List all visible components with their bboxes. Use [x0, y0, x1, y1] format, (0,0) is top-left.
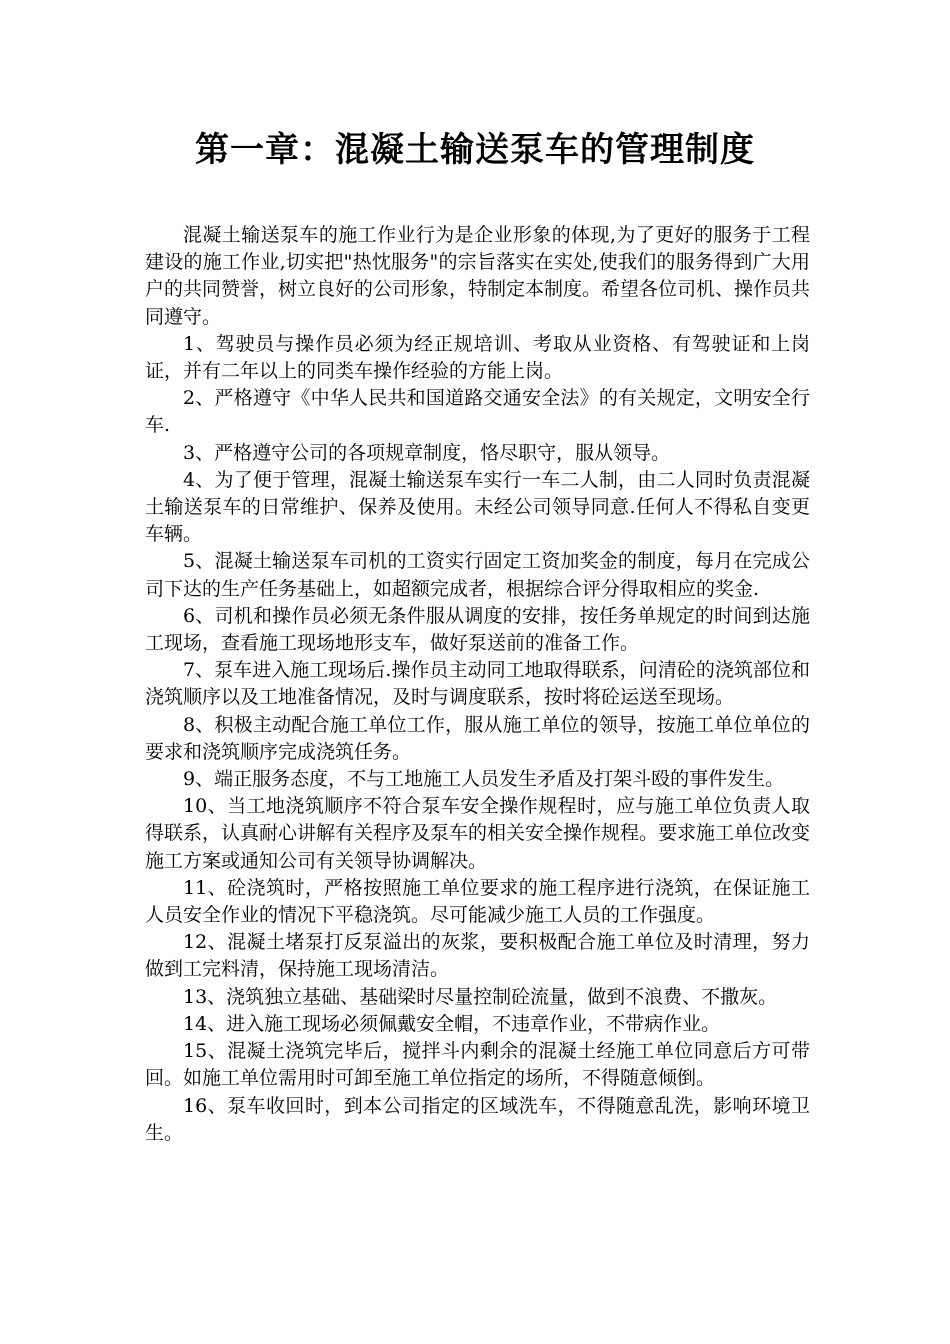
rule-6: 6、司机和操作员必须无条件服从调度的安排，按任务单规定的时间到达施工现场，查看施工现场地形支车，做好泵送前的准备工作。 [145, 604, 810, 655]
document-body [145, 222, 810, 1147]
rule-15: 15、混凝土浇筑完毕后，搅拌斗内剩余的混凝土经施工单位同意后方可带回。如施工单位需用时可卸至施工单位指定的场所，不得随意倾倒。 [145, 1040, 810, 1090]
rule-10: 10、当工地浇筑顺序不符合泵车安全操作规程时，应与施工单位负责人取得联系，认真耐心讲解有关程序及泵车的相关安全操作规程。要求施工单位改变施工方案或通知公司有关领导协调解决。 [145, 795, 811, 872]
rule-3: 3、严格遵守公司的各项规章制度，恪尽职守，服从领导。 [183, 441, 671, 464]
rule-14: 14、进入施工现场必须佩戴安全帽，不违章作业，不带病作业。 [183, 1012, 721, 1035]
rule-12: 12、混凝土堵泵打反泵溢出的灰浆，要积极配合施工单位及时清理，努力做到工完料清，保持施工现场清洁。 [145, 931, 810, 981]
intro-paragraph: 混凝土输送泵车的施工作业行为是企业形象的体现,为了更好的服务于工程建设的施工作业,切实把"热忱服务"的宗旨落实在实处,使我们的服务得到广大用户的共同赞誉，树立良好的公司形象，特制定本制度。希望各位司机、操作员共同遵守。 [145, 224, 811, 328]
rule-8: 8、积极主动配合施工单位工作，服从施工单位的领导，按施工单位单位的要求和浇筑顺序完成浇筑任务。 [145, 713, 810, 763]
page-title: 第一章：混凝土输送泵车的管理制度 [195, 130, 755, 170]
rule-9: 9、端正服务态度，不与工地施工人员发生矛盾及打架斗殴的事件发生。 [183, 768, 785, 791]
rule-7: 7、泵车进入施工现场后.操作员主动同工地取得联系，问清砼的浇筑部位和浇筑顺序以及工地准备情况，及时与调度联系，按时将砼运送至现场。 [145, 659, 810, 709]
rule-13: 13、浇筑独立基础、基础梁时尽量控制砼流量，做到不浪费、不撒灰。 [183, 985, 778, 1008]
rule-16: 16、泵车收回时，到本公司指定的区域洗车，不得随意乱洗，影响环境卫生。 [145, 1094, 810, 1144]
rule-2: 2、严格遵守《中华人民共和国道路交通安全法》的有关规定，文明安全行车. [145, 387, 810, 437]
rule-5: 5、混凝土输送泵车司机的工资实行固定工资加奖金的制度，每月在完成公司下达的生产任务基础上，如超额完成者，根据综合评分得取相应的奖金. [145, 550, 810, 600]
rule-1: 1、驾驶员与操作员必须为经正规培训、考取从业资格、有驾驶证和上岗证，并有二年以上的同类车操作经验的方能上岗。 [145, 332, 810, 383]
rule-11: 11、砼浇筑时，严格按照施工单位要求的施工程序进行浇筑，在保证施工人员安全作业的情况下平稳浇筑。尽可能减少施工人员的工作强度。 [145, 876, 810, 927]
rule-4: 4、为了便于管理，混凝土输送泵车实行一车二人制，由二人同时负责混凝土输送泵车的日常维护、保养及使用。未经公司领导同意.任何人不得私自变更车辆。 [145, 468, 810, 546]
